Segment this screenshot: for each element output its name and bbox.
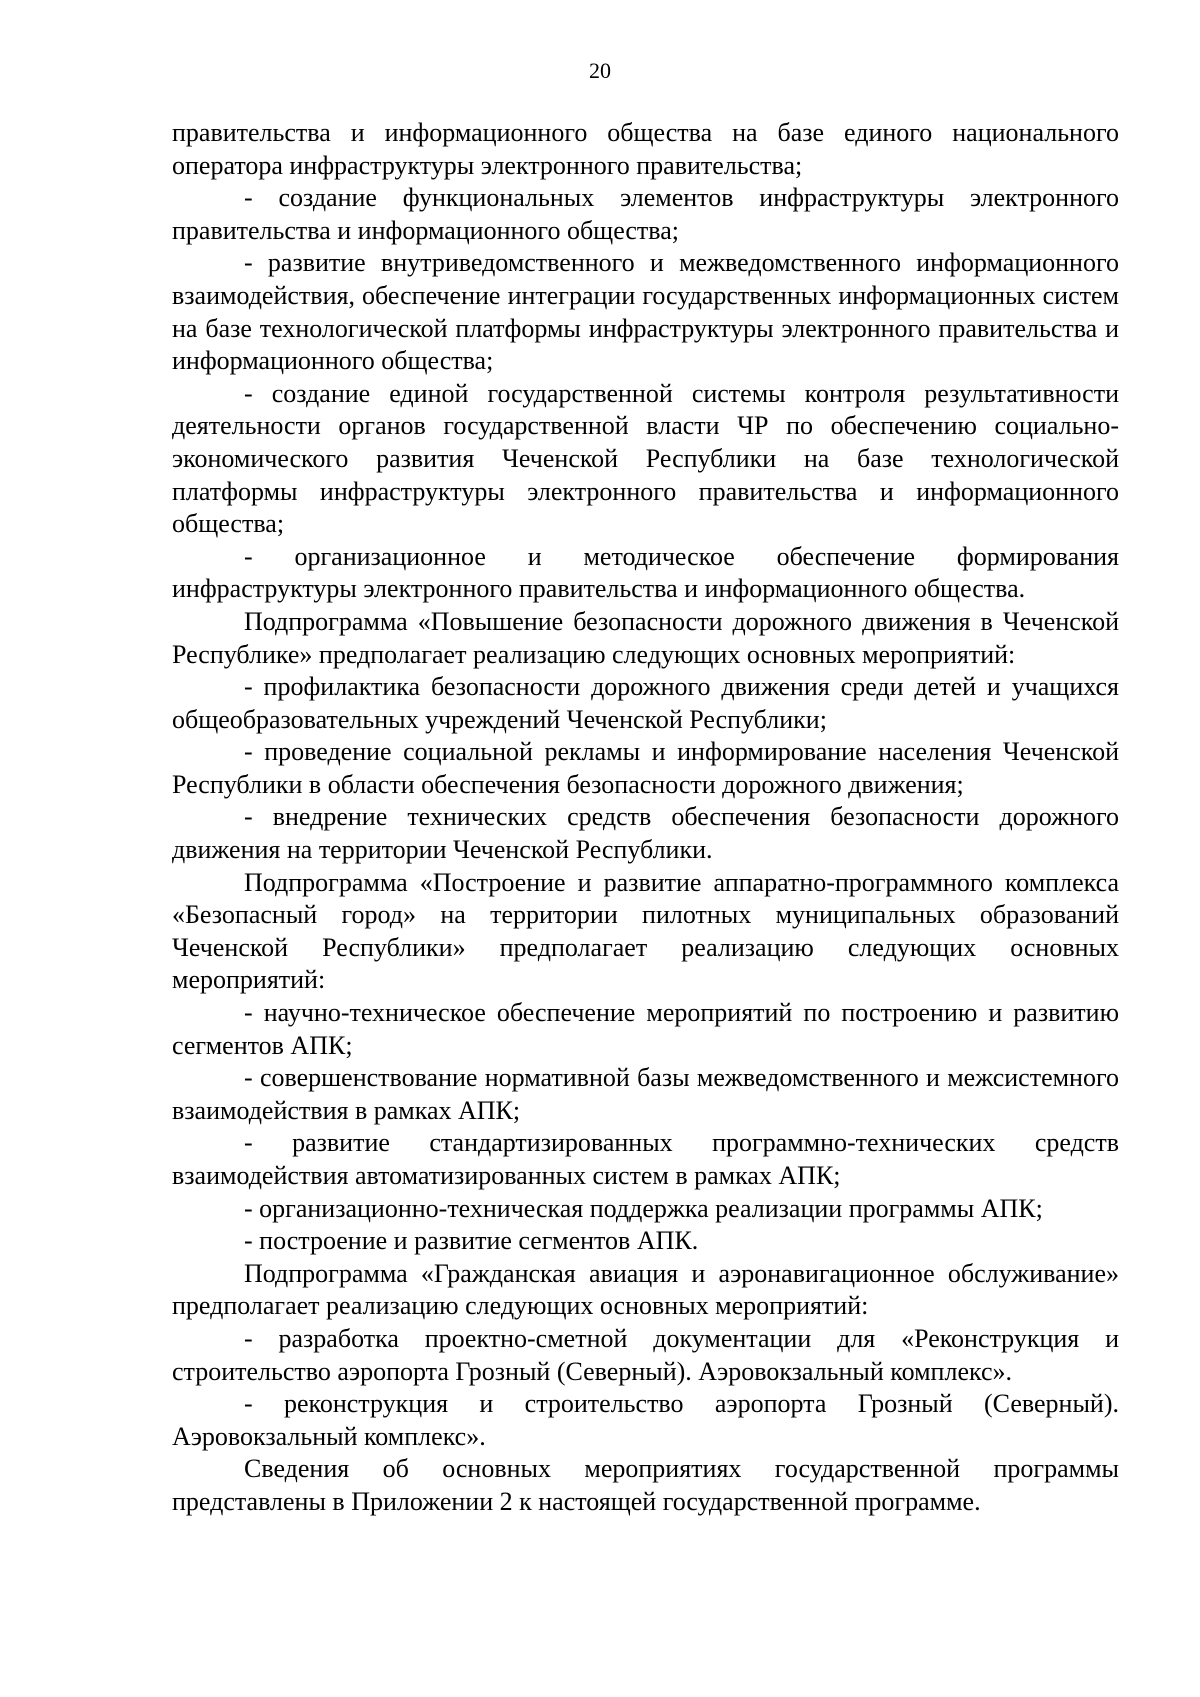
list-item: - организационное и методическое обеспечение формирования инфраструктуры электронного правительства и информационного общества. [172,541,1119,604]
paragraph-continuation: правительства и информационного общества на базе единого национального оператора инфраструктуры электронного правительства; [172,118,1119,180]
list-item: - организационно-техническая поддержка реализации программы АПК; [244,1193,1043,1223]
paragraph: Подпрограмма «Гражданская авиация и аэронавигационное обслуживание» предполагает реализацию следующих основных мероприятий: [172,1258,1119,1321]
list-item: - разработка проектно-сметной документации для «Реконструкция и строительство аэропорта Грозный (Северный). Аэровокзальный комплекс». [172,1323,1119,1386]
list-item: - научно-техническое обеспечение мероприятий по построению и развитию сегментов АПК; [172,998,1119,1060]
list-item: - построение и развитие сегментов АПК. [244,1226,699,1256]
paragraph: Сведения об основных мероприятиях государственной программы представлены в Приложении 2 к настоящей государственной программе. [172,1454,1119,1516]
list-item: - совершенствование нормативной базы межведомственного и межсистемного взаимодействия в рамках АПК; [172,1063,1119,1125]
list-item: - создание единой государственной системы контроля результативности деятельности органов государственной власти ЧР по обеспечению социально-экономического развития Чеченской Республики на базе технологической платформы инфраструктуры электронного правительства и информационного общества; [172,378,1119,539]
page-number: 20 [589,58,611,83]
body-text [172,117,1119,1519]
list-item: - проведение социальной рекламы и информирование населения Чеченской Республики в области обеспечения безопасности дорожного движения; [172,737,1119,799]
list-item: - развитие внутриведомственного и межведомственного информационного взаимодействия, обеспечение интеграции государственных информационных систем на базе технологической платформы инфраструктуры электронного правительства и информационного общества; [172,248,1119,376]
list-item: - внедрение технических средств обеспечения безопасности дорожного движения на территории Чеченской Республики. [172,802,1119,865]
paragraph: Подпрограмма «Построение и развитие аппаратно-программного комплекса «Безопасный город» на территории пилотных муниципальных образований Чеченской Республики» предполагает реализацию следующих основных мероприятий: [172,867,1119,995]
list-item: - реконструкция и строительство аэропорта Грозный (Северный). Аэровокзальный комплекс». [172,1389,1119,1451]
list-item: - создание функциональных элементов инфраструктуры электронного правительства и информационного общества; [172,183,1119,245]
list-item: - развитие стандартизированных программно-технических средств взаимодействия автоматизированных систем в рамках АПК; [172,1128,1119,1190]
paragraph: Подпрограмма «Повышение безопасности дорожного движения в Чеченской Республике» предполагает реализацию следующих основных мероприятий: [172,606,1119,669]
list-item: - профилактика безопасности дорожного движения среди детей и учащихся общеобразовательных учреждений Чеченской Республики; [172,672,1119,734]
